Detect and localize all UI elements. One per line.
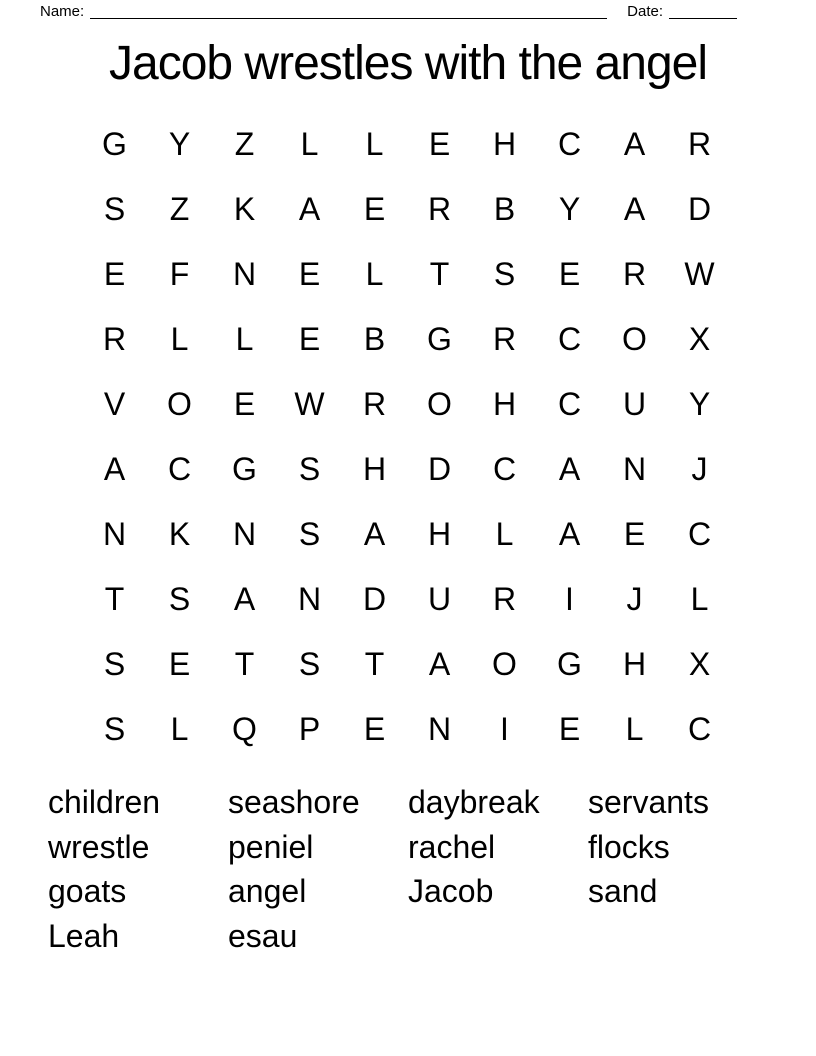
word-list [48, 780, 768, 958]
grid-letter: U [427, 581, 452, 617]
grid-letter: A [623, 191, 646, 227]
grid-letter: S [103, 711, 126, 747]
grid-letter: H [427, 516, 452, 552]
grid-letter: C [557, 386, 582, 422]
grid-letter: E [428, 126, 451, 162]
grid-letter: E [363, 191, 386, 227]
grid-letter: Z [169, 191, 190, 227]
grid-letter: L [365, 126, 384, 162]
grid-letter: R [687, 126, 712, 162]
word-item: seashore [228, 784, 360, 820]
puzzle-title: Jacob wrestles with the angel [109, 37, 707, 90]
grid-letter: T [429, 256, 450, 292]
grid-letter: R [362, 386, 387, 422]
grid-letter: O [427, 386, 452, 422]
grid-letter: N [232, 256, 257, 292]
grid-letter: I [500, 711, 509, 747]
grid-letter: I [565, 581, 574, 617]
grid-letter: N [297, 581, 322, 617]
grid-letter: E [558, 711, 581, 747]
grid-letter: S [493, 256, 516, 292]
grid-letter: J [626, 581, 643, 617]
word-item: sand [588, 873, 658, 909]
grid-letter: G [102, 126, 127, 162]
grid-letter: U [622, 386, 647, 422]
grid-letter: E [298, 256, 321, 292]
grid-letter: C [557, 321, 582, 357]
name-blank-line [90, 4, 607, 19]
grid-letter: A [298, 191, 321, 227]
grid-letter: A [623, 126, 646, 162]
grid-letter: C [557, 126, 582, 162]
word-item: rachel [408, 828, 496, 865]
grid-letter: G [557, 646, 582, 682]
grid-letter: S [298, 646, 321, 682]
grid-letter: W [684, 256, 715, 292]
grid-letter: G [232, 451, 257, 487]
grid-letter: L [690, 581, 709, 617]
grid-letter: N [622, 451, 647, 487]
grid-letter: T [234, 646, 255, 682]
word-item: peniel [228, 828, 314, 865]
grid-letter: L [365, 256, 384, 292]
word-column [228, 780, 408, 958]
grid-letter: B [363, 321, 386, 357]
grid-letter: K [168, 516, 191, 552]
grid-letter: D [427, 451, 452, 487]
grid-letter: X [688, 321, 711, 357]
grid-letter: L [170, 321, 189, 357]
grid-letter: H [622, 646, 647, 682]
grid-letter: A [558, 516, 581, 552]
grid-letter: V [103, 386, 126, 422]
grid-letter: K [233, 191, 256, 227]
grid-letter: C [492, 451, 517, 487]
grid-letter: L [625, 711, 644, 747]
grid-letter: T [104, 581, 125, 617]
grid-letter: E [363, 711, 386, 747]
word-item: goats [48, 873, 127, 909]
grid-letter: O [167, 386, 192, 422]
grid-letter: O [622, 321, 647, 357]
word-item: daybreak [408, 784, 540, 820]
word-item: flocks [588, 828, 670, 865]
grid-letter: Y [168, 126, 191, 162]
grid-letter: D [362, 581, 387, 617]
grid-letter: D [687, 191, 712, 227]
grid-letter: Y [558, 191, 581, 227]
worksheet-header [40, 4, 737, 22]
grid-letter: E [623, 516, 646, 552]
grid-letter: C [687, 516, 712, 552]
grid-letter: R [492, 321, 517, 357]
letter-grid [82, 112, 732, 762]
word-item: servants [588, 784, 709, 820]
word-item: Leah [48, 917, 120, 954]
grid-letter: Z [234, 126, 255, 162]
grid-letter: F [169, 256, 190, 292]
grid-letter: G [427, 321, 452, 357]
grid-letter: C [687, 711, 712, 747]
grid-letter: E [103, 256, 126, 292]
grid-letter: T [364, 646, 385, 682]
grid-letter: P [298, 711, 321, 747]
grid-letter: R [102, 321, 127, 357]
grid-letter: J [691, 451, 708, 487]
grid-letter: N [102, 516, 127, 552]
grid-letter: S [103, 646, 126, 682]
grid-letter: L [495, 516, 514, 552]
grid-letter: O [492, 646, 517, 682]
word-item: esau [228, 917, 298, 954]
grid-letter: E [168, 646, 191, 682]
grid-letter: L [170, 711, 189, 747]
word-column [588, 780, 768, 958]
grid-letter: N [427, 711, 452, 747]
grid-letter: B [493, 191, 516, 227]
grid-letter: A [233, 581, 256, 617]
grid-letter: L [235, 321, 254, 357]
word-item: Jacob [408, 873, 494, 909]
grid-letter: S [298, 451, 321, 487]
grid-letter: S [298, 516, 321, 552]
word-column [48, 780, 228, 958]
grid-letter: A [558, 451, 581, 487]
grid-letter: E [298, 321, 321, 357]
grid-letter: R [622, 256, 647, 292]
grid-letter: R [427, 191, 452, 227]
grid-letter: E [558, 256, 581, 292]
grid-letter: H [492, 386, 517, 422]
grid-letter: H [492, 126, 517, 162]
grid-letter: E [233, 386, 256, 422]
grid-letter: L [300, 126, 319, 162]
grid-letter: N [232, 516, 257, 552]
grid-letter: W [294, 386, 325, 422]
grid-letter: Q [232, 711, 257, 747]
date-blank-line [669, 4, 737, 19]
grid-letter: C [167, 451, 192, 487]
grid-letter: A [103, 451, 126, 487]
word-item: angel [228, 873, 307, 909]
word-item: children [48, 784, 161, 820]
word-column [408, 780, 588, 958]
date-label: Date: [627, 3, 663, 20]
grid-letter: A [428, 646, 451, 682]
grid-letter: X [688, 646, 711, 682]
grid-letter: H [362, 451, 387, 487]
grid-letter: A [363, 516, 386, 552]
grid-letter: Y [688, 386, 711, 422]
name-label: Name: [40, 3, 85, 20]
word-item: wrestle [48, 828, 150, 865]
grid-letter: R [492, 581, 517, 617]
grid-letter: S [103, 191, 126, 227]
grid-letter: S [168, 581, 191, 617]
